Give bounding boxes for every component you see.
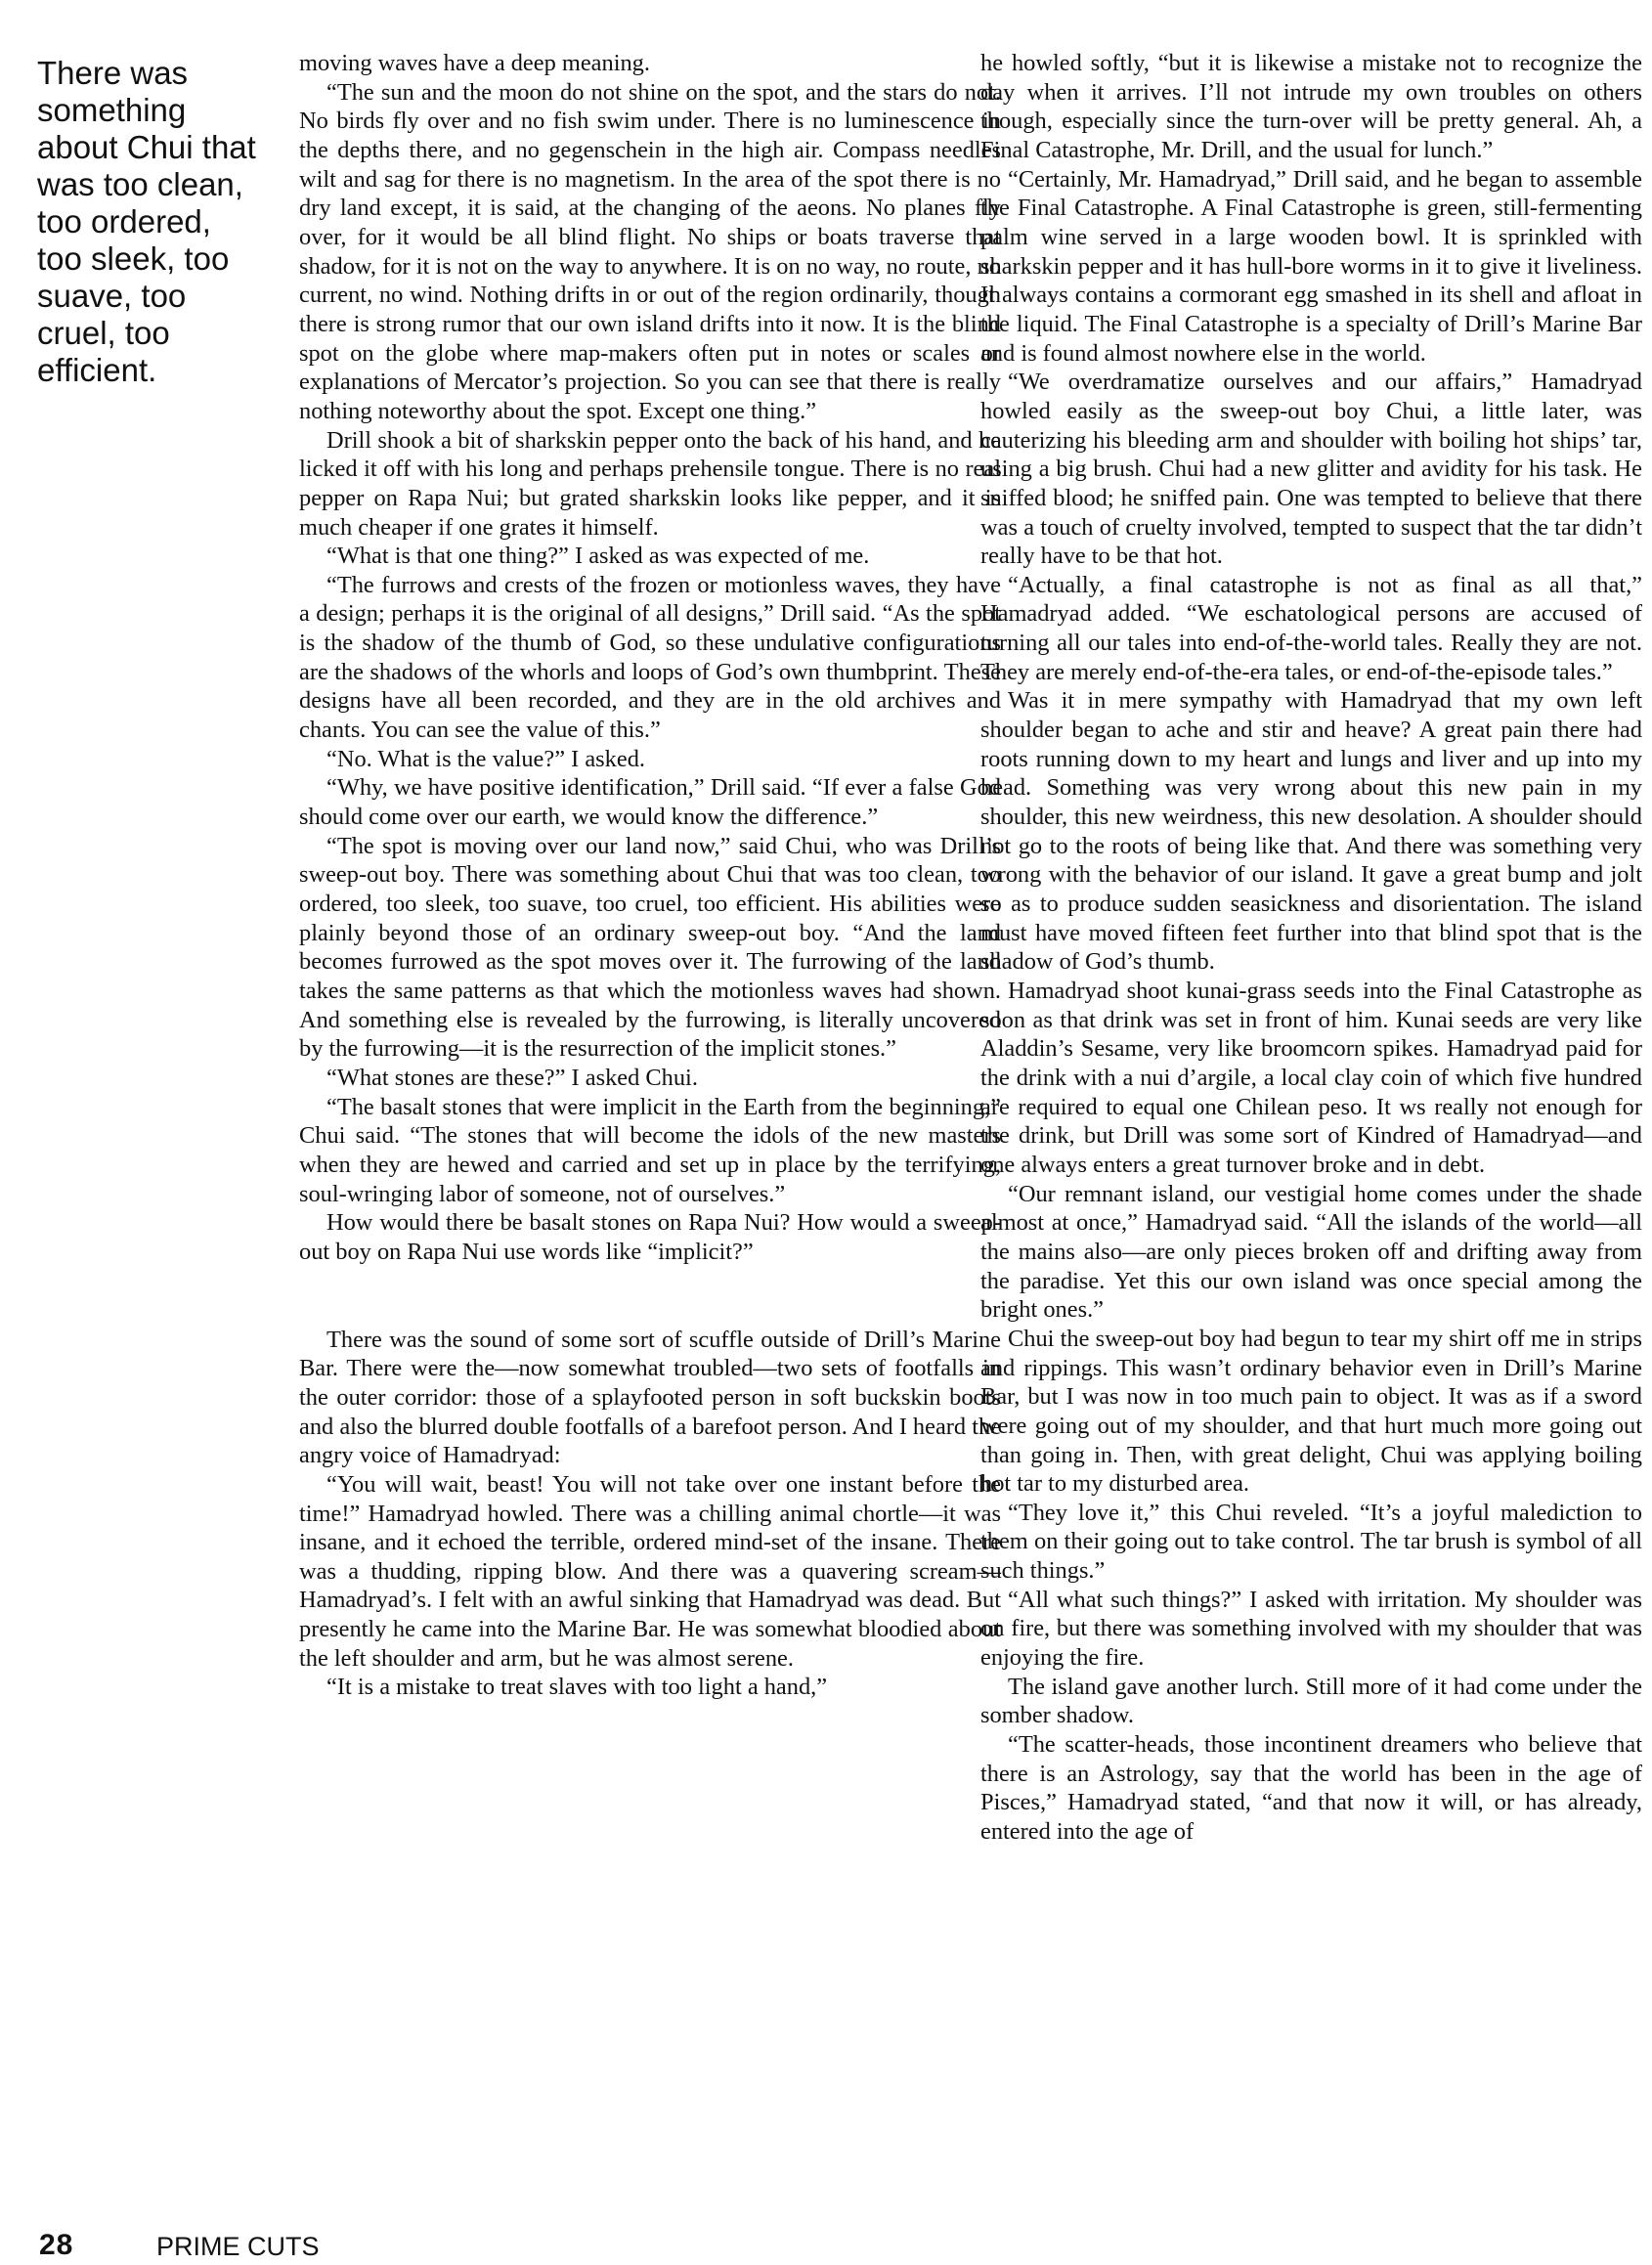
paragraph: “It is a mistake to treat slaves with too light a hand,” xyxy=(326,1674,828,1701)
paragraph: “They love it,” this Chui reveled. “It’s a joyful malediction to them on their going out to take control. The tar brush is symbol of all such things.” xyxy=(980,1499,1642,1585)
page-footer xyxy=(0,2231,587,2260)
paragraph: “Certainly, Mr. Hamadryad,” Drill said, and he began to assemble the Final Catastrophe. A Final Catastrophe is green, still-fermenting palm wine served in a large wooden bowl. It is sprinkled with sharkskin pepper and it has hull-bore worms in it to give it liveliness. It always contains a cormorant egg smashed in its shell and afloat in the liquid. The Final Catastrophe is a specialty of Drill’s Marine Bar and is found almost nowhere else in the world. xyxy=(980,165,1642,367)
body-column-right xyxy=(980,49,1642,1847)
paragraph: “Our remnant island, our vestigial home comes under the shade almost at once,” Hamadryad said. “All the islands of the world—all the mains also—are only pieces broken off and drifting away from the paradise. Yet this our own island was once special among the bright ones.” xyxy=(980,1180,1642,1324)
paragraph: “The scatter-heads, those incontinent dreamers who believe that there is an Astrology, say that the world has been in the age of Pisces,” Hamadryad stated, “and that now it will, or has already, entered into the age of xyxy=(980,1731,1642,1846)
paragraph: “We overdramatize ourselves and our affairs,” Hamadryad howled easily as the sweep-out boy Chui, a little later, was cauterizing his bleeding arm and shoulder with boiling hot ships’ tar, using a big brush. Chui had a new glitter and avidity for his task. He sniffed blood; he sniffed pain. One was tempted to believe that there was a touch of cruelty involved, tempted to suspect that the tar didn’t really have to be that hot. xyxy=(980,369,1642,570)
paragraph: “Why, we have positive identification,” Drill said. “If ever a false God should come over our earth, we would know the difference.” xyxy=(299,774,1001,831)
paragraph: “You will wait, beast! You will not take over one instant before the time!” Hamadryad howled. There was a chilling animal chortle—it was insane, and it echoed the terrible, ordered mind-set of the insane. There was a thudding, ripping blow. And there was a quavering scream—Hamadryad’s. I felt with an awful sinking that Hamadryad was dead. But presently he came into the Marine Bar. He was somewhat bloodied about the left shoulder and arm, but he was almost serene. xyxy=(299,1470,1001,1672)
pull-quote xyxy=(37,55,262,389)
page-number: 28 xyxy=(39,2229,74,2261)
paragraph: “Actually, a final catastrophe is not as final as all that,” Hamadryad added. “We eschatological persons are accused of turning all our tales into end-of-the-world tales. Really they are not. They are merely end-of-the-era tales, or end-of-the-episode tales.” xyxy=(980,571,1642,685)
section-break xyxy=(299,1267,1001,1326)
paragraph: How would there be basalt stones on Rapa Nui? How would a sweep-out boy on Rapa Nui use words like “implicit?” xyxy=(299,1209,1001,1265)
pull-quote-text: There was something about Chui that was too clean, too ordered, too sleek, too suave, too cruel, too efficient. xyxy=(37,55,256,388)
paragraph: Was it in mere sympathy with Hamadryad that my own left shoulder began to ache and stir and heave? A great pain there had roots running down to my heart and lungs and liver and up into my head. Something was very wrong about this new pain in my shoulder, this new weirdness, this new desolation. A shoulder should not go to the roots of being like that. And there was something very wrong with the behavior of our island. It gave a great bump and jolt so as to produce sudden seasickness and disorientation. The island must have moved fifteen feet further into that blind spot that is the shadow of God’s thumb. xyxy=(980,687,1642,976)
paragraph: Hamadryad shoot kunai-grass seeds into the Final Catastrophe as soon as that drink was set in front of him. Kunai seeds are very like Aladdin’s Sesame, very like broomcorn spikes. Hamadryad paid for the drink with a nui d’argile, a local clay coin of which five hundred are required to equal one Chilean peso. It ws really not enough for the drink, but Drill was some sort of Kindred of Hamadryad—and one always enters a great turnover broke and in debt. xyxy=(980,978,1642,1178)
paragraph: “The spot is moving over our land now,” said Chui, who was Drill’s sweep-out boy. There was something about Chui that was too clean, too ordered, too sleek, too suave, too cruel, too efficient. His abilities were plainly beyond those of an ordinary sweep-out boy. “And the land becomes furrowed as the spot moves over it. The furrowing of the land takes the same patterns as that which the motionless waves had shown. And something else is revealed by the furrowing, is literally uncovered by the furrowing—it is the resurrection of the implicit stones.” xyxy=(299,832,1001,1063)
paragraph: moving waves have a deep meaning. xyxy=(299,50,650,76)
paragraph: “No. What is the value?” I asked. xyxy=(326,745,645,772)
magazine-name: PRIME CUTS xyxy=(156,2232,320,2261)
paragraph: he howled softly, “but it is likewise a mistake not to recognize the day when it arrives. I’ll not intrude my own troubles on others though, especially since the turn-over will be pretty general. Ah, a Final Catastrophe, Mr. Drill, and the usual for lunch.” xyxy=(980,50,1642,163)
paragraph: “The basalt stones that were implicit in the Earth from the beginning,” Chui said. “The stones that will become the idols of the new masters when they are hewed and carried and set up in place by the terrifying, soul-wringing labor of someone, not of ourselves.” xyxy=(299,1093,1001,1207)
body-column-middle xyxy=(299,49,1001,1702)
paragraph: “All what such things?” I asked with irritation. My shoulder was on fire, but there was something involved with my shoulder that was enjoying the fire. xyxy=(980,1586,1642,1672)
paragraph: “What is that one thing?” I asked as was expected of me. xyxy=(326,543,870,570)
paragraph: Chui the sweep-out boy had begun to tear my shirt off me in strips and rippings. This wasn’t ordinary behavior even in Drill’s Marine Bar, but I was now in too much pain to object. It was as if a sword were going out of my shoulder, and that hurt much more going out than going in. Then, with great delight, Chui was applying boiling hot tar to my disturbed area. xyxy=(980,1325,1642,1498)
paragraph: The island gave another lurch. Still more of it had come under the somber shadow. xyxy=(980,1673,1642,1729)
paragraph: “The furrows and crests of the frozen or motionless waves, they have a design; perhaps it is the original of all designs,” Drill said. “As the spot is the shadow of the thumb of God, so these undulative configurations are the shadows of the whorls and loops of God’s own thumbprint. These designs have all been recorded, and they are in the old archives and chants. You can see the value of this.” xyxy=(299,571,1001,744)
paragraph: “What stones are these?” I asked Chui. xyxy=(326,1064,698,1091)
paragraph: Drill shook a bit of sharkskin pepper onto the back of his hand, and he licked it off with his long and perhaps prehensile tongue. There is no real pepper on Rapa Nui; but grated sharkskin looks like pepper, and it is much cheaper if one grates it himself. xyxy=(299,426,1001,541)
paragraph: “The sun and the moon do not shine on the spot, and the stars do not. No birds fly over and no fish swim under. There is no luminescence in the depths there, and no gegenschein in the high air. Compass needles wilt and sag for there is no magnetism. In the area of the spot there is no dry land except, it is said, at the changing of the aeons. No planes fly over, for it would be all blind flight. No ships or boats traverse that shadow, for it is not on the way to anywhere. It is on no way, no route, no current, no wind. Nothing drifts in or out of the region ordinarily, though there is strong rumor that our own island drifts into it now. It is the blind spot on the globe where map-makers often put in notes or scales or explanations of Mercator’s projection. So you can see that there is really nothing noteworthy about the spot. Except one thing.” xyxy=(299,78,1001,424)
paragraph: There was the sound of some sort of scuffle outside of Drill’s Marine Bar. There were the—now somewhat troubled—two sets of footfalls in the outer corridor: those of a splayfooted person in soft buckskin boots and also the blurred double footfalls of a barefoot person. And I heard the angry voice of Hamadryad: xyxy=(299,1326,1001,1469)
